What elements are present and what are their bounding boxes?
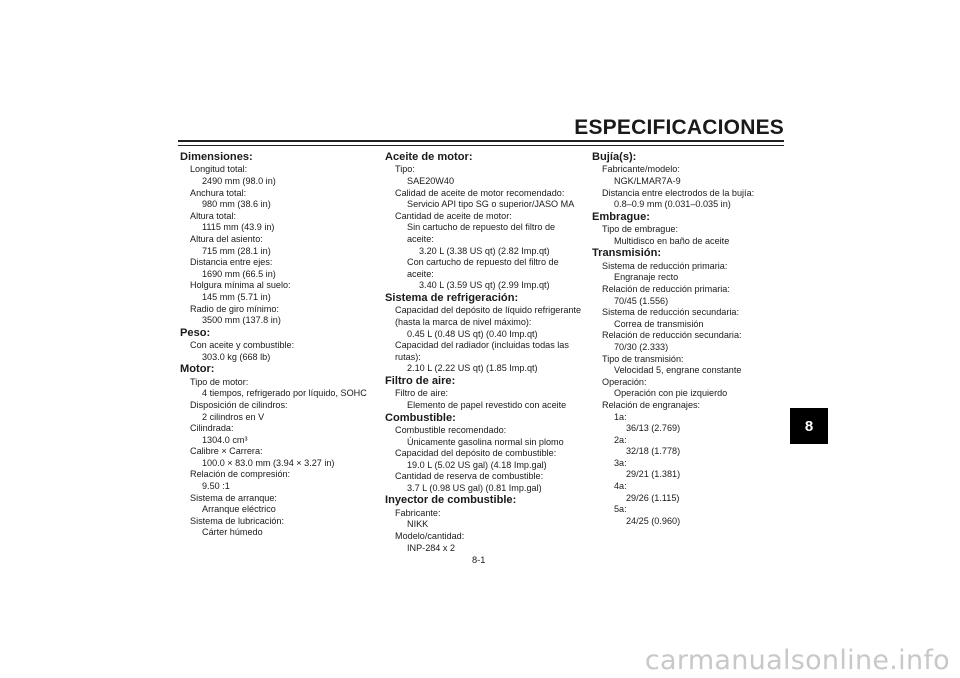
spec-label: Relación de compresión: [190,469,291,480]
spec-value: 303.0 kg (668 lb) [202,351,271,362]
spec-label: Cantidad de aceite de motor: [395,210,512,221]
spec-value: 0.8–0.9 mm (0.031–0.035 in) [614,199,731,210]
spec-value: Cárter húmedo [202,527,263,538]
spec-value: Operación con pie izquierdo [614,388,728,399]
spec-value: aceite: [407,233,434,244]
spec-value: 3a: [614,457,627,468]
spec-column-2 [385,151,585,554]
spec-value: 0.45 L (0.48 US qt) (0.40 Imp.qt) [407,328,538,339]
spec-value: 2a: [614,434,627,445]
spec-label: Anchura total: [190,187,247,198]
spec-value: 2.10 L (2.22 US qt) (1.85 Imp.qt) [407,363,538,374]
spec-label: Tipo: [395,164,415,175]
spec-value: 32/18 (1.778) [626,446,681,457]
spec-label: Sistema de reducción primaria: [602,260,728,271]
spec-value: 24/25 (0.960) [626,515,681,526]
section-heading: Bujía(s): [592,151,637,163]
spec-label: Capacidad del radiador (incluidas todas las [395,340,569,351]
spec-value: Con cartucho de repuesto del filtro de [407,257,559,268]
spec-column-3 [592,151,782,527]
spec-value: 5a: [614,504,627,515]
spec-label: Tipo de embrague: [602,224,678,235]
spec-value: 70/30 (2.333) [614,341,669,352]
spec-label: Capacidad del depósito de líquido refrigerante [395,305,582,316]
spec-label: rutas): [395,351,421,362]
spec-label: Filtro de aire: [395,388,449,399]
spec-label: Sistema de lubricación: [190,515,285,526]
spec-value: 19.0 L (5.02 US gal) (4.18 Imp.gal) [407,459,547,470]
chapter-tab: 8 [790,408,828,444]
spec-label: Fabricante: [395,507,441,518]
watermark: carmanualsonline.info [644,645,950,676]
spec-value: 3.7 L (0.98 US gal) (0.81 Imp.gal) [407,482,542,493]
spec-label: Combustible recomendado: [395,424,507,435]
spec-label: Calibre × Carrera: [190,446,263,457]
page-title: ESPECIFICACIONES [574,116,784,139]
spec-value: Servicio API tipo SG o superior/JASO MA [407,199,575,210]
spec-column-1 [180,151,370,539]
spec-label: Sistema de arranque: [190,492,277,503]
spec-label: (hasta la marca de nivel máximo): [395,316,532,327]
spec-label: Tipo de transmisión: [602,353,684,364]
spec-label: Cantidad de reserva de combustible: [395,471,544,482]
spec-label: Relación de reducción primaria: [602,283,730,294]
spec-label: Calidad de aceite de motor recomendado: [395,187,565,198]
section-heading: Dimensiones: [180,151,253,163]
header-rule-thick [178,140,784,142]
spec-value: 70/45 (1.556) [614,295,669,306]
section-heading: Peso: [180,326,211,339]
spec-value: 36/13 (2.769) [626,423,681,434]
spec-label: Distancia entre ejes: [190,257,273,268]
section-heading: Transmisión: [592,247,662,260]
spec-value: Velocidad 5, engrane constante [614,365,742,376]
spec-value: 4 tiempos, refrigerado por líquido, SOHC [202,388,367,399]
spec-label: Holgura mínima al suelo: [190,280,291,291]
spec-value: aceite: [407,268,434,279]
spec-value: 1304.0 cm³ [202,434,248,445]
spec-label: Relación de engranajes: [602,399,701,410]
spec-value: 100.0 × 83.0 mm (3.94 × 3.27 in) [202,457,335,468]
spec-value: NGK/LMAR7A-9 [614,176,681,186]
section-heading: Sistema de refrigeración: [385,291,519,304]
spec-label: Cilindrada: [190,423,234,434]
spec-value: 980 mm (38.6 in) [202,199,271,210]
spec-value: 1690 mm (66.5 in) [202,268,276,279]
section-heading: Embrague: [592,210,650,223]
spec-label: Radio de giro mínimo: [190,303,279,314]
spec-label: Fabricante/modelo: [602,164,680,175]
spec-value: Elemento de papel revestido con aceite [407,399,567,410]
spec-value: 2 cilindros en V [202,411,265,422]
spec-label: Con aceite y combustible: [190,340,295,351]
section-heading: Filtro de aire: [385,374,456,387]
spec-label: Capacidad del depósito de combustible: [395,448,557,459]
spec-value: Engranaje recto [614,272,679,283]
spec-value: 1115 mm (43.9 in) [202,222,275,233]
spec-value: Únicamente gasolina normal sin plomo [407,436,564,447]
spec-value: 1a: [614,411,627,422]
section-heading: Aceite de motor: [385,151,473,163]
spec-label: Modelo/cantidad: [395,531,465,542]
page-number: 8-1 [472,555,486,565]
spec-value: Arranque eléctrico [202,504,276,515]
spec-label: Distancia entre electrodos de la bujía: [602,187,755,198]
section-heading: Combustible: [385,411,456,424]
section-heading: Inyector de combustible: [385,494,517,507]
spec-value: Multidisco en baño de aceite [614,235,730,246]
spec-value: 2490 mm (98.0 in) [202,176,276,186]
spec-label: Relación de reducción secundaria: [602,330,742,341]
spec-label: Operación: [602,376,647,387]
spec-label: Tipo de motor: [190,376,249,387]
spec-label: Sistema de reducción secundaria: [602,307,739,318]
spec-value: 715 mm (28.1 in) [202,245,271,256]
spec-label: Altura del asiento: [190,233,263,244]
section-heading: Motor: [180,363,215,376]
spec-value: 29/26 (1.115) [626,492,680,503]
spec-value: 29/21 (1.381) [626,469,681,480]
header-rule-thin [178,145,784,146]
spec-value: SAE20W40 [407,176,455,186]
spec-label: Longitud total: [190,164,248,175]
spec-value: 4a: [614,481,627,492]
spec-label: Disposición de cilindros: [190,399,288,410]
spec-value: NIKK [407,519,429,530]
spec-label: Altura total: [190,210,236,221]
spec-value: INP-284 x 2 [407,542,456,553]
spec-value: Correa de transmisión [614,318,704,329]
spec-value: Sin cartucho de repuesto del filtro de [407,222,556,233]
spec-value: 3500 mm (137.8 in) [202,315,281,326]
spec-value: 145 mm (5.71 in) [202,291,271,302]
spec-value: 9.50 :1 [202,481,230,492]
spec-value: 3.20 L (3.38 US qt) (2.82 Imp.qt) [419,245,550,256]
spec-value: 3.40 L (3.59 US qt) (2.99 Imp.qt) [419,280,550,291]
